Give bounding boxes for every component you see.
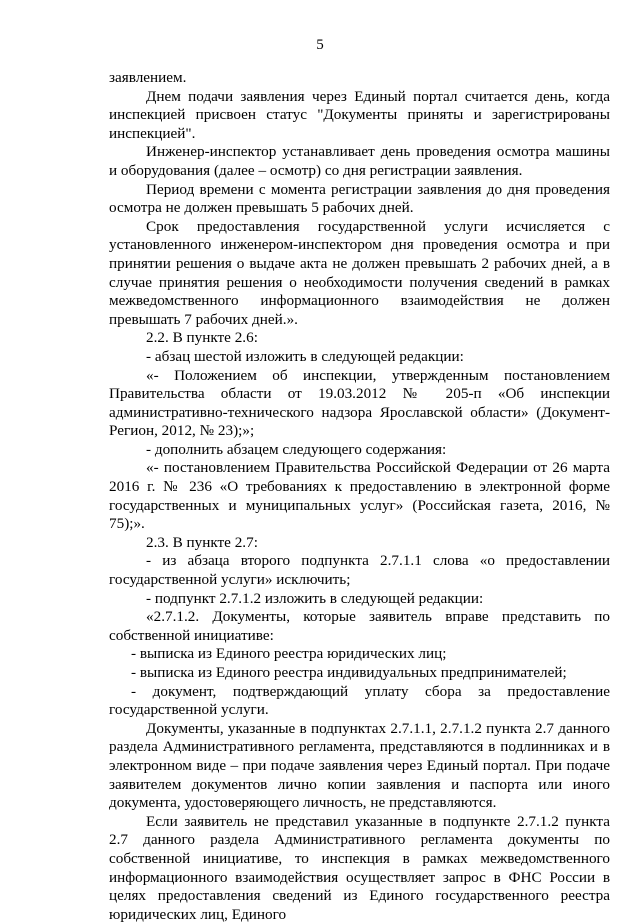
page-number: 5 bbox=[316, 37, 324, 53]
paragraph: Инженер-инспектор устанавливает день проведения осмотра машины и оборудования (далее – осмотр) со дня регистрации заявления. bbox=[109, 143, 610, 179]
paragraph: - абзац шестой изложить в следующей редакции: bbox=[146, 347, 464, 365]
paragraph: Срок предоставления государственной услуги исчисляется с установленного инженером-инспектором дня проведения осмотра и при принятии решения о выдаче акта не должен превышать 2 рабочих дней, а в случае принятия решения о необходимости получения сведений в рамках межведомственного информационного взаимодействия не должен превышать 7 рабочих дней.». bbox=[109, 217, 610, 328]
document-body bbox=[109, 69, 610, 924]
paragraph: Если заявитель не представил указанные в подпункте 2.7.1.2 пункта 2.7 данного раздела Административного регламента документы по собственной инициативе, то инспекция в рамках межведомственного информационного взаимодействия осуществляет запрос в ФНС России в целях предоставления сведений из Единого государственного реестра юридических лиц, Единого bbox=[109, 812, 610, 923]
paragraph: - дополнить абзацем следующего содержания: bbox=[146, 440, 447, 458]
paragraph: заявлением. bbox=[109, 69, 187, 86]
paragraph: Период времени с момента регистрации заявления до дня проведения осмотра не должен превышать 5 рабочих дней. bbox=[109, 180, 610, 217]
paragraph: «- постановлением Правительства Российской Федерации от 26 марта 2016 г. № 236 «О требованиях к предоставлению в электронной форме государственных и муниципальных услуг» (Российская газета, 2016, № 75);». bbox=[109, 459, 610, 533]
paragraph: «2.7.1.2. Документы, которые заявитель вправе представить по собственной инициативе: bbox=[109, 608, 610, 644]
list-item: - документ, подтверждающий уплату сбора за предоставление государственной услуги. bbox=[109, 682, 610, 719]
paragraph: «- Положением об инспекции, утвержденным постановлением Правительства области от 19.03.2012 № 205-п «Об инспекции административно-технического надзора Ярославской области» (Документ-Регион, 2012, № 23);»; bbox=[109, 366, 610, 440]
list-item: - выписка из Единого реестра индивидуальных предпринимателей; bbox=[131, 664, 567, 681]
paragraph: 2.3. В пункте 2.7: bbox=[146, 533, 258, 551]
paragraph: - подпункт 2.7.1.2 изложить в следующей редакции: bbox=[146, 589, 484, 607]
paragraph: 2.2. В пункте 2.6: bbox=[146, 329, 258, 347]
paragraph: - из абзаца второго подпункта 2.7.1.1 слова «о предоставлении государственной услуги» исключить; bbox=[109, 552, 610, 589]
paragraph: Днем подачи заявления через Единый портал считается день, когда инспекцией присвоен статус "Документы приняты и зарегистрированы инспекцией". bbox=[109, 87, 610, 142]
paragraph: Документы, указанные в подпунктах 2.7.1.1, 2.7.1.2 пункта 2.7 данного раздела Административного регламента, представляются в подлинниках и в электронном виде – при подаче заявления через Единый портал. При подаче заявителем документов лично копии заявления и паспорта или иного документа, удостоверяющего личность, не представляются. bbox=[109, 719, 610, 812]
list-item: - выписка из Единого реестра юридических лиц; bbox=[131, 645, 447, 663]
